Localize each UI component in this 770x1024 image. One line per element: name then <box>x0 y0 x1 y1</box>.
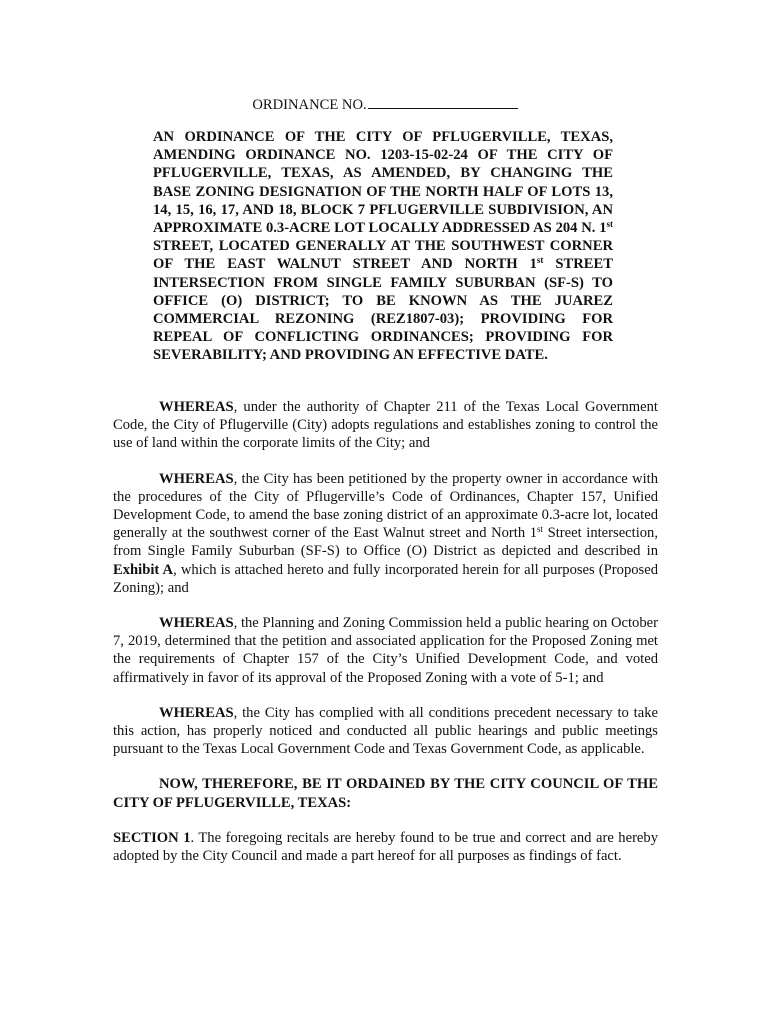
ordinance-caption <box>153 128 613 365</box>
caption-superscript-2: st <box>536 255 544 266</box>
document-body <box>113 398 658 882</box>
whereas-lead: WHEREAS <box>159 399 234 415</box>
section-1-paragraph <box>113 829 658 865</box>
whereas-paragraph-4 <box>113 704 658 759</box>
caption-superscript-1: st <box>606 219 613 230</box>
whereas-text: , the City has been petitioned by the property owner in accordance with the procedures of the City of Pflugerville’s Code of Ordinances, Chapter 157, Unified Development Code, to amend the base zoning district of an approximate 0.3-acre lot, located generally at the southwest corner of the East Walnut street and North 1 <box>113 470 658 542</box>
whereas-paragraph-2 <box>113 470 658 597</box>
ordinance-number-line <box>0 94 770 114</box>
section-text: . The foregoing recitals are hereby found to be true and correct and are hereby adopted by the City Council and made a part hereof for all purposes as findings of fact. <box>113 829 658 865</box>
caption-text-1: AN ORDINANCE OF THE CITY OF PFLUGERVILLE, TEXAS, AMENDING ORDINANCE NO. 1203-15-02-24 OF THE CITY OF PFLUGERVILLE, TEXAS, AS AMENDED, BY CHANGING THE BASE ZONING DESIGNATION OF THE NORTH HALF OF LOTS 13, 14, 15, 16, 17, AND 18, BLOCK 7 PFLUGERVILLE SUBDIVISION, AN APPROXIMATE 0.3-ACRE LOT LOCALLY ADDRESSED AS 204 N. 1 <box>153 129 613 237</box>
whereas-lead: WHEREAS <box>159 470 234 487</box>
caption-text-3: STREET INTERSECTION FROM SINGLE FAMILY SUBURBAN (SF-S) TO OFFICE (O) DISTRICT; TO BE KNOWN AS THE JUAREZ COMMERCIAL REZONING (REZ1807-03); PROVIDING FOR REPEAL OF CONFLICTING ORDINANCES; PROVIDING FOR SEVERABILITY; AND PROVIDING AN EFFECTIVE DATE. <box>153 256 613 364</box>
whereas-paragraph-1 <box>113 398 658 453</box>
whereas-lead: WHEREAS <box>159 704 234 721</box>
whereas-text: , which is attached hereto and fully incorporated herein for all purposes (Proposed Zoning); and <box>113 561 658 596</box>
whereas-text: Street intersection, from Single Family Suburban (SF-S) to Office (O) District as depicted and described in <box>113 525 658 560</box>
caption-text-2: STREET, LOCATED GENERALLY AT THE SOUTHWEST CORNER OF THE EAST WALNUT STREET AND NORTH 1 <box>153 238 613 273</box>
whereas-lead: WHEREAS <box>159 615 234 632</box>
whereas-text: , the City has complied with all conditions precedent necessary to take this action, has properly noticed and conducted all public hearings and public meetings pursuant to the Texas Local Government Code and Texas Government Code, as applicable. <box>113 704 658 758</box>
ordinance-number-label: ORDINANCE NO. <box>252 97 367 113</box>
ordinance-number-blank <box>368 94 518 109</box>
whereas-superscript: st <box>537 524 544 535</box>
whereas-paragraph-3 <box>113 614 658 687</box>
section-heading: SECTION 1 <box>113 829 191 846</box>
now-therefore-clause: NOW, THEREFORE, BE IT ORDAINED BY THE CITY COUNCIL OF THE CITY OF PFLUGERVILLE, TEXAS: <box>113 776 658 811</box>
exhibit-reference: Exhibit A <box>113 561 174 578</box>
whereas-text: , under the authority of Chapter 211 of the Texas Local Government Code, the City of Pflugerville (City) adopts regulations and establishes zoning to control the use of land within the corporate limits of the City; and <box>113 399 658 452</box>
whereas-text: , the Planning and Zoning Commission held a public hearing on October 7, 2019, determined that the petition and associated application for the Proposed Zoning met the requirements of Chapter 157 of the City’s Unified Development Code, and voted affirmatively in favor of its approval of the Proposed Zoning with a vote of 5-1; and <box>113 615 658 686</box>
